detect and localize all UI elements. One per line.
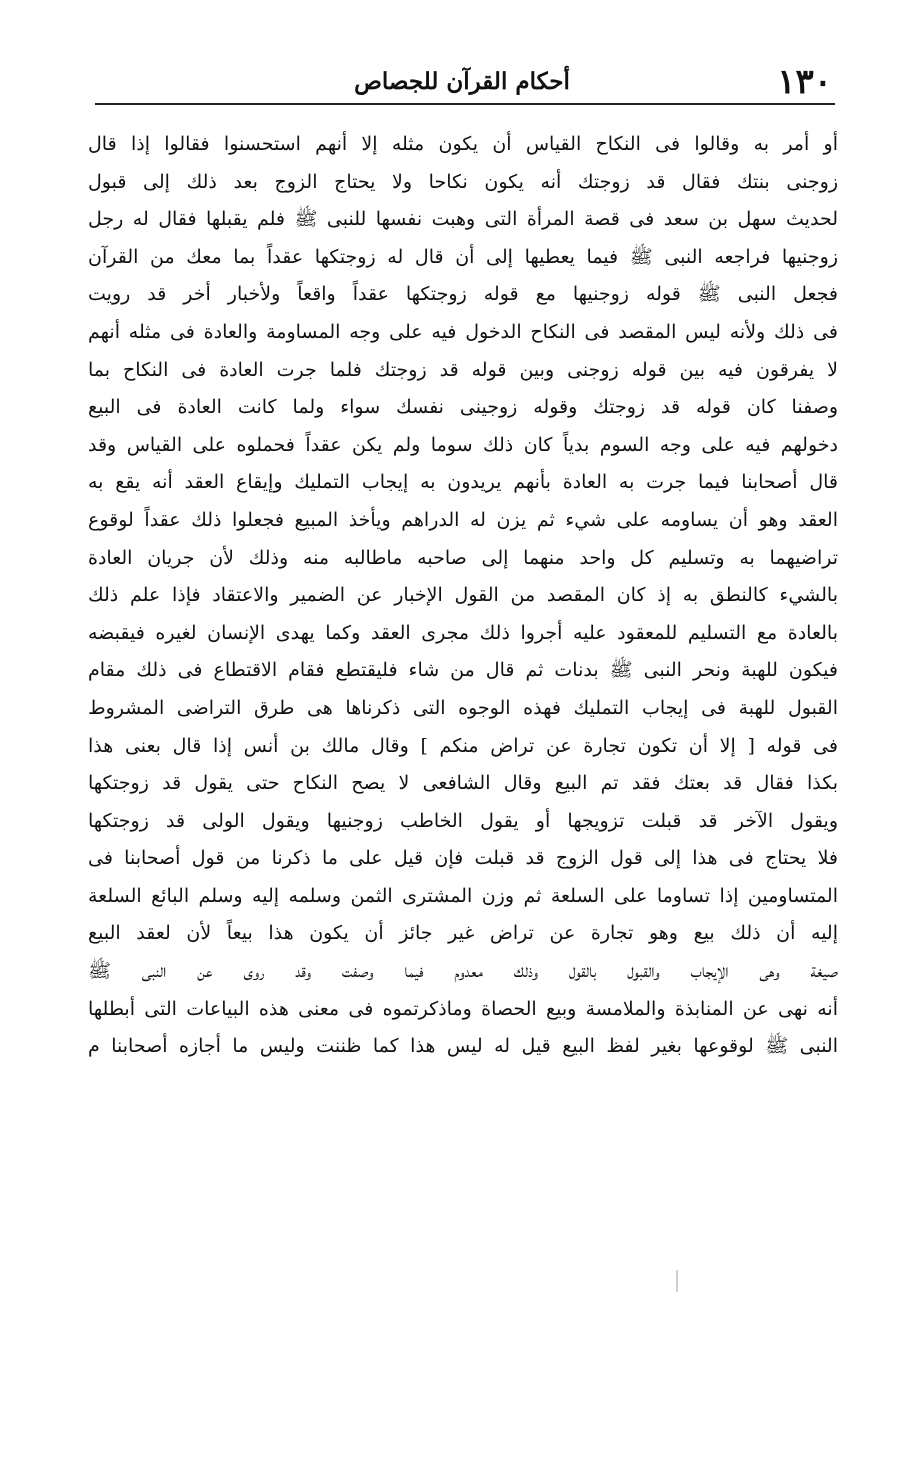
text-line: بكذا فقال قد بعتك فقد تم البيع وقال الشافعى لا يصح النكاح حتى يقول قد زوجتكها <box>88 772 838 795</box>
text-line: فى ذلك ولأنه ليس المقصد فى النكاح الدخول فيه على وجه المساومة والعادة فى مثله أنهم <box>88 320 838 343</box>
text-line: تراضيهما به وتسليم كل واحد منهما إلى صاحبه ماطالبه منه وذلك لأن جريان العادة <box>88 546 838 569</box>
page-header <box>92 62 832 106</box>
text-line: فجعل النبى ﷺ قوله زوجنيها مع قوله زوجتكها عقداً واقعاً ولأخبار أخر قد رويت <box>88 283 838 306</box>
text-line: دخولهم فيه على وجه السوم بدياً كان ذلك سوما ولم يكن عقداً فحملوه على القياس وقد <box>88 433 838 456</box>
text-line: زوجنى بنتك فقال قد زوجتك أنه يكون نكاحا ولا يحتاج الزوج بعد ذلك إلى قبول <box>88 170 838 193</box>
text-line: فلا يحتاج فى هذا إلى قول الزوج قد قبلت فإن قيل على ما ذكرنا من قول أصحابنا فى <box>88 847 838 870</box>
running-title: أحكام القرآن للجصاص <box>354 68 570 95</box>
text-line: زوجنيها فراجعه النبى ﷺ فيما يعطيها إلى أن قال له زوجتكها عقداً بما معك من القرآن <box>88 245 838 268</box>
text-line: ويقول الآخر قد قبلت تزويجها أو يقول الخاطب زوجنيها ويقول الولى قد زوجتكها <box>88 809 838 832</box>
text-line: النبى ﷺ لوقوعها بغير لفظ البيع قيل له ليس هذا كما ظننت وليس ما أجازه أصحابنا م <box>88 1035 838 1058</box>
text-line: فى قوله [ إلا أن تكون تجارة عن تراض منكم ] وقال مالك بن أنس إذا قال بعنى هذا <box>88 734 838 757</box>
text-line: المتساومين إذا تساوما على السلعة ثم وزن المشترى الثمن وسلمه إليه وسلم البائع السلعة <box>88 884 838 907</box>
text-line: العقد وهو أن يساومه على شيء ثم يزن له الدراهم ويأخذ المبيع فجعلوا ذلك عقداً لوقوع <box>88 508 838 531</box>
text-line: أنه نهى عن المنابذة والملامسة وبيع الحصاة وماذكرتموه فى معنى هذه البياعات التى أبطلها <box>88 997 838 1020</box>
header-rule <box>95 103 835 105</box>
text-line: أو أمر به وقالوا فى النكاح القياس أن يكون مثله إلا أنهم استحسنوا فقالوا إذا قال <box>88 133 838 155</box>
text-line: لحديث سهل بن سعد فى قصة المرأة التى وهبت نفسها للنبى ﷺ فلم يقبلها فقال له رجل <box>88 208 838 231</box>
text-line: القبول للهبة فى إيجاب التمليك فهذه الوجوه التى ذكرناها هى طرق التراضى المشروط <box>88 696 838 719</box>
text-line: بالعادة مع التسليم للمعقود عليه أجروا ذلك مجرى العقد وكما يهدى الإنسان لغيره فيقبضه <box>88 621 838 644</box>
text-line: إليه أن ذلك بيع وهو تجارة عن تراض غير جائز أن يكون هذا بيعاً لأن لعقد البيع <box>88 922 838 945</box>
scan-artifact <box>676 1270 678 1292</box>
text-line: فيكون للهبة ونحر النبى ﷺ بدنات ثم قال من شاء فليقتطع فقام الاقتطاع فى ذلك مقام <box>88 659 838 682</box>
body-text <box>88 126 838 1066</box>
text-line: قال أصحابنا فيما جرت به العادة بأنهم يريدون به إيجاب التمليك وإيقاع العقد أنه يقع به <box>88 471 838 494</box>
text-line: بالشيء كالنطق به إذ كان المقصد من القول الإخبار عن الضمير والاعتقاد فإذا علم ذلك <box>88 584 838 607</box>
page-number: ١٣٠ <box>777 62 832 102</box>
text-line: لا يفرقون فيه بين قوله زوجنى وبين قوله قد زوجتك فلما جرت العادة فى النكاح بما <box>88 358 838 381</box>
text-line: وصفنا كان قوله قد زوجتك وقوله زوجينى نفسك سواء ولما كانت العادة فى البيع <box>88 396 838 419</box>
text-line: صيغة وهى الإيجاب والقبول بالقول وذلك معدوم فيما وصفت وقد روى عن النبى ﷺ <box>88 960 838 983</box>
